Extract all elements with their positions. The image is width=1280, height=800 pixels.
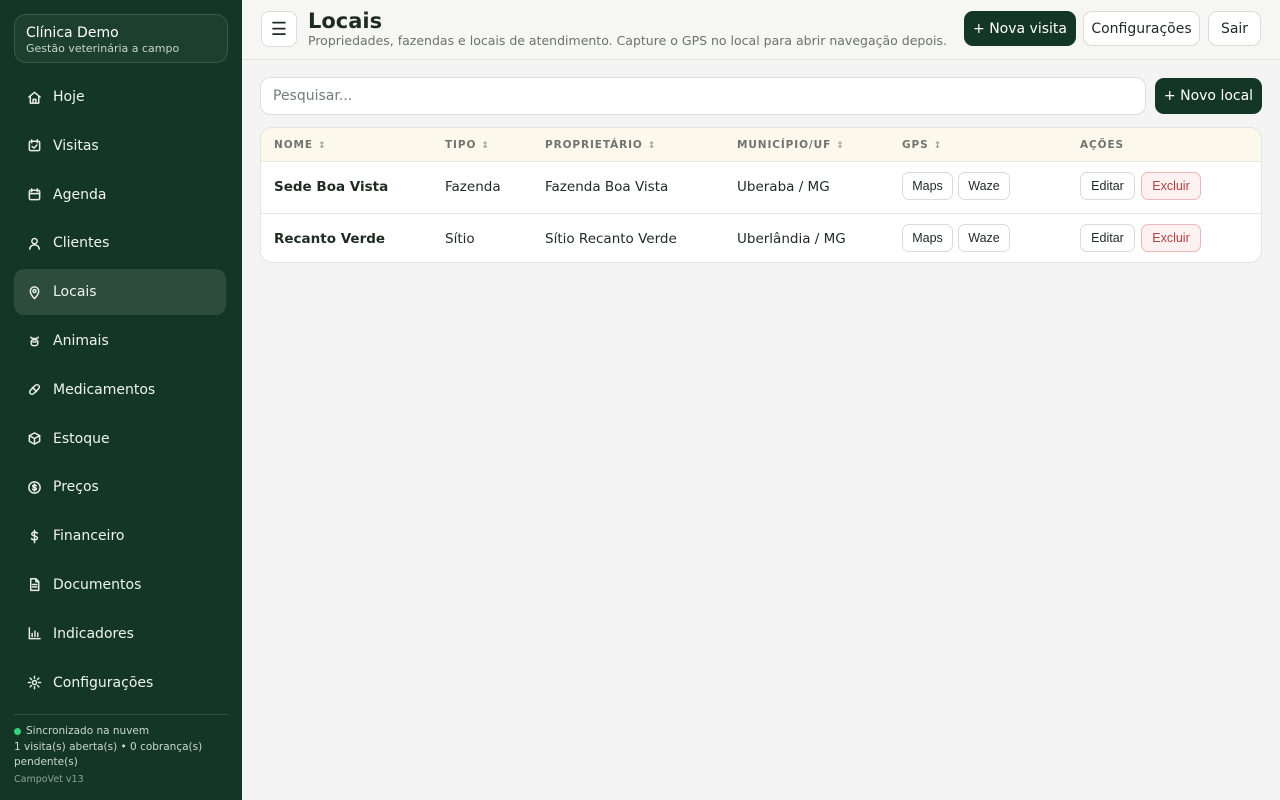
sidebar-item-documentos[interactable] — [14, 562, 226, 608]
column-header-name[interactable]: NOME ↕ — [274, 139, 326, 151]
box-icon — [26, 431, 42, 447]
map-pin-icon — [26, 284, 42, 300]
table-header — [261, 128, 1261, 162]
pill-icon — [26, 382, 42, 398]
sidebar-item-financeiro[interactable] — [14, 513, 226, 559]
pending-summary: 1 visita(s) aberta(s) • 0 cobrança(s) pendente(s) — [14, 740, 203, 768]
page-title: Locais — [308, 9, 383, 33]
sidebar-item-label: Medicamentos — [53, 381, 156, 398]
location-type: Fazenda — [445, 179, 501, 195]
sort-icon: ↕ — [836, 141, 844, 151]
column-header-city[interactable]: MUNICÍPIO/UF ↕ — [737, 139, 844, 151]
location-type: Sítio — [445, 231, 475, 247]
maps-button[interactable]: Maps — [902, 224, 953, 252]
column-header-actions: AÇÕES — [1080, 139, 1124, 151]
sidebar-item-label: Indicadores — [53, 625, 134, 642]
sidebar-item-estoque[interactable] — [14, 416, 226, 462]
column-header-type[interactable]: TIPO ↕ — [445, 139, 489, 151]
location-name: Sede Boa Vista — [274, 179, 389, 195]
sidebar-item-hoje[interactable] — [14, 74, 226, 120]
calendar-check-icon — [26, 138, 42, 154]
logout-button[interactable]: Sair — [1208, 11, 1261, 46]
page-header — [242, 0, 1280, 60]
column-header-owner[interactable]: PROPRIETÁRIO ↕ — [545, 139, 656, 151]
edit-button[interactable]: Editar — [1080, 224, 1135, 252]
hamburger-icon: ☰ — [270, 18, 288, 39]
location-owner: Fazenda Boa Vista — [545, 179, 669, 195]
sort-icon: ↕ — [933, 141, 942, 151]
table-row — [261, 162, 1261, 213]
sidebar-item-label: Financeiro — [53, 528, 125, 545]
sync-status — [14, 724, 228, 740]
bar-chart-icon — [26, 626, 42, 642]
sidebar-footer — [14, 714, 228, 787]
table-row — [261, 213, 1261, 263]
user-icon — [26, 235, 42, 251]
menu-toggle-button[interactable] — [261, 11, 297, 47]
sidebar-item-label: Preços — [53, 479, 99, 496]
sidebar-item-label: Agenda — [53, 186, 107, 203]
sort-icon: ↕ — [317, 141, 326, 151]
delete-button[interactable]: Excluir — [1141, 224, 1201, 252]
sidebar-item-agenda[interactable] — [14, 172, 226, 218]
sidebar-item-label: Clientes — [53, 235, 110, 252]
location-city: Uberlândia / MG — [737, 231, 846, 247]
calendar-icon — [26, 187, 42, 203]
new-location-button[interactable]: + Novo local — [1155, 78, 1262, 114]
animal-icon — [26, 333, 42, 349]
app-version: CampoVet v13 — [14, 773, 84, 785]
clinic-brand[interactable] — [14, 14, 228, 63]
sync-label: Sincronizado na nuvem — [26, 725, 150, 737]
sidebar-item-label: Visitas — [53, 137, 99, 154]
new-visit-button[interactable]: + Nova visita — [964, 11, 1076, 46]
location-owner: Sítio Recanto Verde — [545, 231, 677, 247]
sort-icon: ↕ — [647, 141, 656, 151]
location-name: Recanto Verde — [274, 231, 386, 247]
sidebar-item-configuracoes[interactable] — [14, 660, 226, 706]
document-icon — [26, 577, 42, 593]
sidebar-item-label: Locais — [53, 284, 97, 301]
settings-button[interactable]: Configurações — [1083, 11, 1200, 46]
dollar-icon — [26, 528, 42, 544]
sort-icon: ↕ — [481, 141, 489, 151]
column-header-gps[interactable]: GPS ↕ — [902, 139, 942, 151]
location-city: Uberaba / MG — [737, 179, 830, 195]
page-subtitle: Propriedades, fazendas e locais de atendimento. Capture o GPS no local para abrir navegação depois. — [308, 33, 947, 48]
sidebar-item-clientes[interactable] — [14, 220, 226, 266]
gear-icon — [26, 675, 42, 691]
sync-dot-icon — [14, 728, 21, 735]
sidebar-item-label: Documentos — [53, 576, 142, 593]
sidebar-item-medicamentos[interactable] — [14, 367, 226, 413]
edit-button[interactable]: Editar — [1080, 172, 1135, 200]
sidebar-nav — [14, 74, 226, 708]
sidebar-item-label: Animais — [53, 332, 109, 349]
sidebar-item-indicadores[interactable] — [14, 611, 226, 657]
sidebar-item-label: Estoque — [53, 430, 110, 447]
badge-dollar-icon — [26, 479, 42, 495]
delete-button[interactable]: Excluir — [1141, 172, 1201, 200]
locations-table — [260, 127, 1262, 263]
sidebar-item-animais[interactable] — [14, 318, 226, 364]
waze-button[interactable]: Waze — [958, 172, 1010, 200]
sidebar-item-label: Hoje — [53, 89, 85, 105]
sidebar-item-visitas[interactable] — [14, 123, 226, 169]
clinic-name: Clínica Demo — [26, 25, 119, 41]
sidebar-item-label: Configurações — [53, 674, 154, 691]
sidebar-item-precos[interactable] — [14, 464, 226, 510]
sidebar-item-locais[interactable] — [14, 269, 226, 315]
sidebar — [0, 0, 242, 800]
search-input[interactable] — [260, 77, 1146, 115]
waze-button[interactable]: Waze — [958, 224, 1010, 252]
clinic-subtitle: Gestão veterinária a campo — [26, 42, 180, 55]
maps-button[interactable]: Maps — [902, 172, 953, 200]
home-icon — [26, 89, 42, 105]
